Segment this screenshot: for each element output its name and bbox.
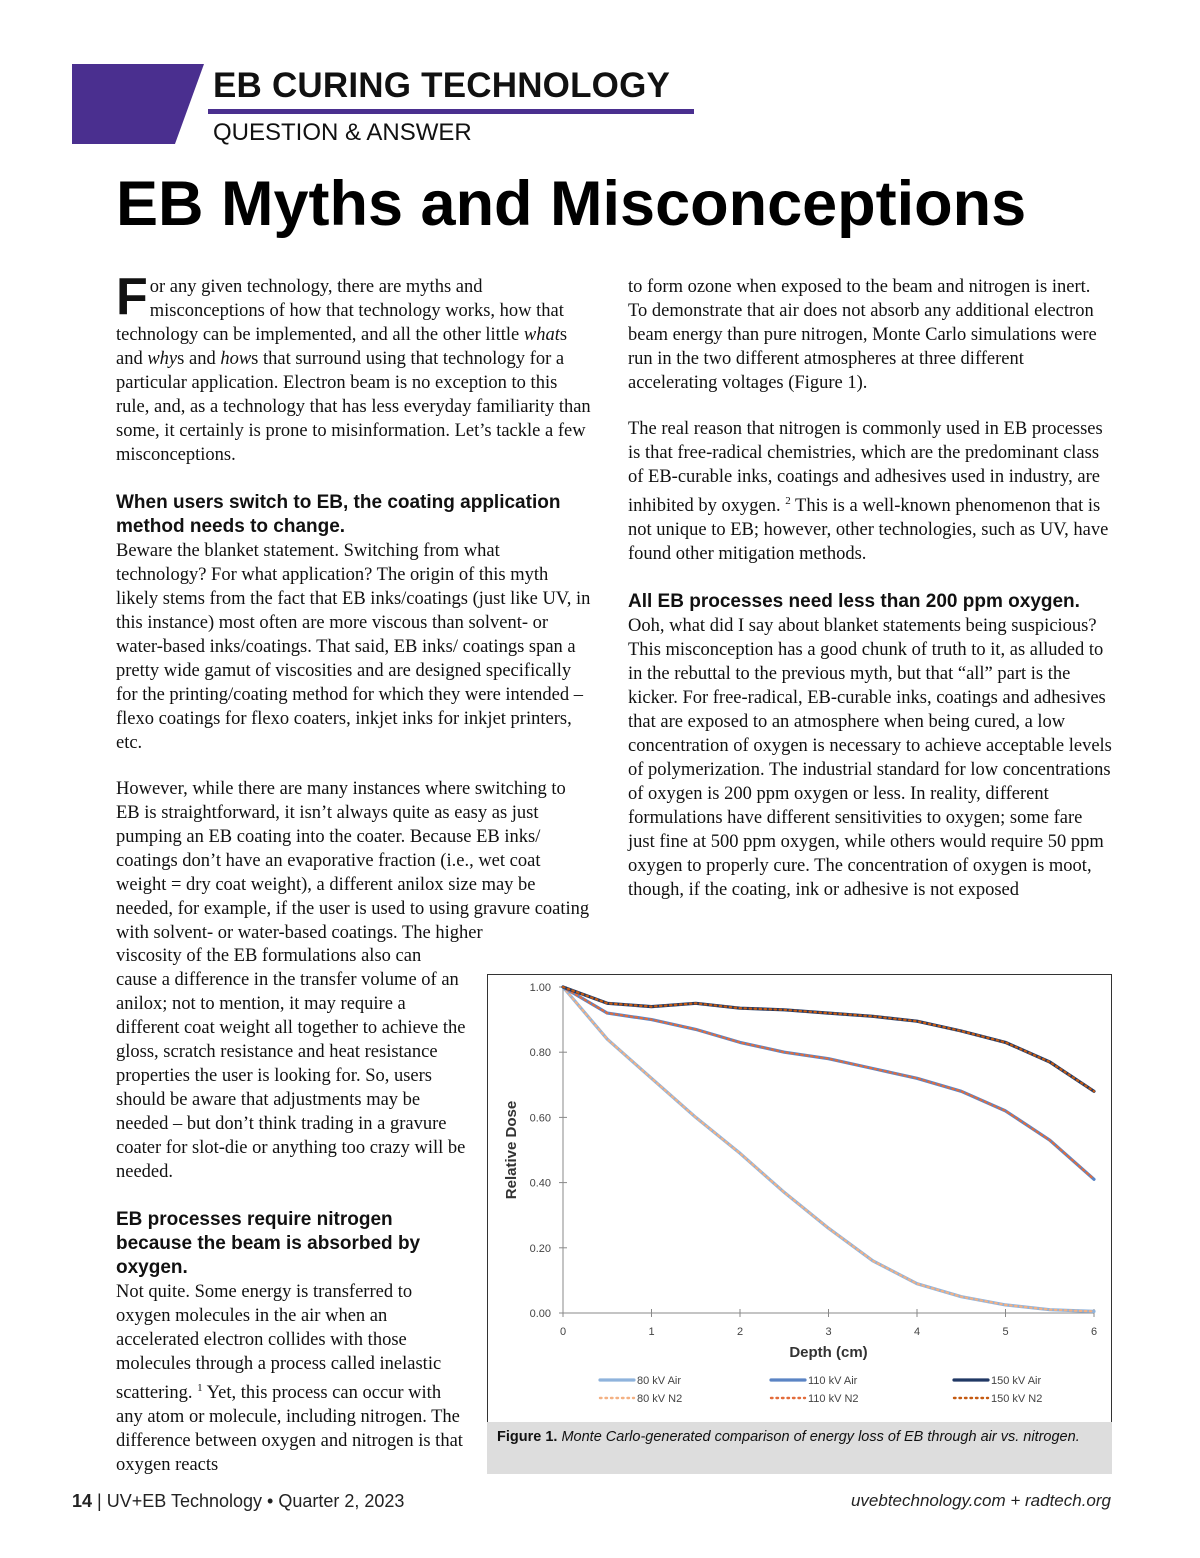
dose-depth-chart (488, 975, 1111, 1422)
y-tick-label: 1.00 (529, 982, 551, 994)
legend-label: 110 kV N2 (808, 1393, 859, 1405)
x-tick-label: 6 (1090, 1326, 1098, 1338)
header-accent-block (72, 64, 204, 144)
y-tick-label: 0.00 (529, 1308, 551, 1320)
reference-marker: 2 (785, 495, 791, 507)
section-paragraph: However, while there are many instances where switching to EB is straightforward, it isn’t always quite as easy as just pumping an EB coating into the coater. Because EB inks/ coatings don’t have an evaporative fraction (i.e., wet coat weight = dry coat weight), a different anilox size may be needed, for example, if the user is used to using gravure coating with solvent- or water-based coatings. The higher (116, 779, 590, 943)
caption-text: Monte Carlo-generated comparison of energy loss of EB through air vs. nitrogen. (561, 1429, 1080, 1445)
right-column (628, 275, 1112, 902)
section-paragraph: to form ozone when exposed to the beam and nitrogen is inert. To demonstrate that air does not absorb any additional electron beam energy than pure nitrogen, Monte Carlo simulations were run in the two different atmospheres at three different accelerating voltages (Figure 1). (628, 277, 1097, 393)
section-paragraph: Beware the blanket statement. Switching from what technology? For what application? The origin of this myth likely stems from the fact that EB inks/coatings (just like UV, in this instance) most often are more viscous than solvent- or water-based inks/coatings. That said, EB inks/ coatings span a pretty wide gamut of viscosities and are designed specifically for the printing/coating method for which they were intended – flexo coatings for flexo coaters, inkjet inks for inkjet printers, etc. (116, 541, 591, 753)
series-line-80-kv-air (563, 987, 1094, 1311)
section-paragraph: viscosity of the EB formulations also can cause a difference in the transfer volume of an anilox; not to mention, it may require a different coat weight all together to achieve the gloss, scratch resistance and heat resistance properties the user is looking for. So, users should be aware that adjustments may be needed – but don’t think trading in a gravure coater for slot-die or anything too crazy will be needed. (116, 946, 466, 1182)
y-axis-label: Relative Dose (503, 1100, 520, 1200)
series-line-110-kv-n2 (563, 987, 1094, 1179)
reference-marker: 1 (197, 1382, 203, 1394)
series-line-110-kv-air (563, 987, 1094, 1179)
series-line-80-kv-n2 (563, 987, 1094, 1311)
y-tick-label: 0.40 (529, 1177, 551, 1190)
x-axis-label: Depth (cm) (789, 1344, 868, 1361)
left-column-top (116, 268, 594, 945)
x-tick-label: 0 (559, 1326, 567, 1338)
footer-sites: uvebtechnology.com + radtech.org (850, 1491, 1111, 1510)
section-paragraph: Not quite. Some energy is transferred to oxygen molecules in the air when an accelerated electron collides with those molecules through a process called inelastic scattering. $^1$ Yet, this process can occur with any atom or molecule, including nitrogen. The difference between oxygen and nitrogen is that oxygen reacts (116, 1282, 463, 1476)
x-tick-label: 5 (1002, 1326, 1009, 1338)
drop-cap: F (116, 268, 148, 326)
footer-publication (72, 1491, 404, 1512)
intro-paragraph: For any given technology, there are myths and misconceptions of how that technology works, how that technology can be implemented, and all the other little whats and whys and hows that surround using that technology for a particular application. Electron beam is no exception to this rule, and, as a technology that has less everyday familiarity than some, it certainly is prone to misinformation. Let’s tackle a few misconceptions. (116, 268, 591, 465)
section-heading-nitrogen: EB processes require nitrogen because the beam is absorbed by oxygen. (116, 1209, 421, 1278)
section-heading-oxygen: All EB processes need less than 200 ppm oxygen. (628, 591, 1080, 613)
y-tick-label: 0.20 (529, 1242, 551, 1255)
section-paragraph: Ooh, what did I say about blanket statements being suspicious? This misconception has a good chunk of truth to it, as alluded to in the rebuttal to the previous myth, but that “all” part is the kicker. For free-radical, EB-curable inks, coatings and adhesives that are exposed to an atmosphere when being cured, a low concentration of oxygen is necessary to achieve acceptable levels of polymerization. The industrial standard for low concentrations of oxygen is 200 ppm oxygen or less. In reality, different formulations have different sensitivities to oxygen; some fare just fine at 500 ppm oxygen, while others would require 50 ppm oxygen to properly cure. The concentration of oxygen is moot, though, if the coating, ink or adhesive is not exposed (628, 616, 1112, 901)
figure-chart (487, 974, 1112, 1423)
section-sublabel: QUESTION & ANSWER (213, 119, 472, 146)
section-heading-coating: When users switch to EB, the coating application method needs to change. (116, 492, 561, 537)
y-tick-label: 0.80 (529, 1047, 551, 1060)
x-tick-label: 2 (736, 1326, 744, 1338)
x-tick-label: 3 (825, 1326, 832, 1338)
legend-label: 150 kV N2 (991, 1393, 1043, 1405)
series-line-150-kv-n2 (563, 987, 1094, 1091)
legend-label: 80 kV Air (637, 1375, 682, 1387)
x-tick-label: 4 (913, 1326, 921, 1338)
footer-separator: | (97, 1491, 102, 1511)
article-title: EB Myths and Misconceptions (116, 169, 1027, 239)
publication-info: UV+EB Technology • Quarter 2, 2023 (106, 1491, 405, 1511)
x-tick-label: 1 (648, 1326, 655, 1338)
left-column-bottom (116, 944, 466, 1477)
section-label: EB CURING TECHNOLOGY (213, 66, 671, 105)
page-number: 14 (72, 1491, 93, 1511)
legend-label: 80 kV N2 (637, 1393, 683, 1405)
legend-label: 150 kV Air (991, 1375, 1042, 1387)
y-tick-label: 0.60 (529, 1112, 551, 1125)
series-line-150-kv-air (563, 987, 1094, 1091)
caption-label: Figure 1. (497, 1429, 558, 1445)
section-rule (208, 109, 694, 114)
figure-caption (487, 1422, 1112, 1474)
legend-label: 110 kV Air (808, 1375, 858, 1387)
section-paragraph: The real reason that nitrogen is commonly used in EB processes is that free-radical chemistries, which are the predominant class of EB-curable inks, coatings and adhesives used in industry, are inhibited by oxygen. $^2$ This is a well-known phenomenon that is not unique to EB; however, other technologies, such as UV, have found other mitigation methods. (628, 419, 1109, 565)
